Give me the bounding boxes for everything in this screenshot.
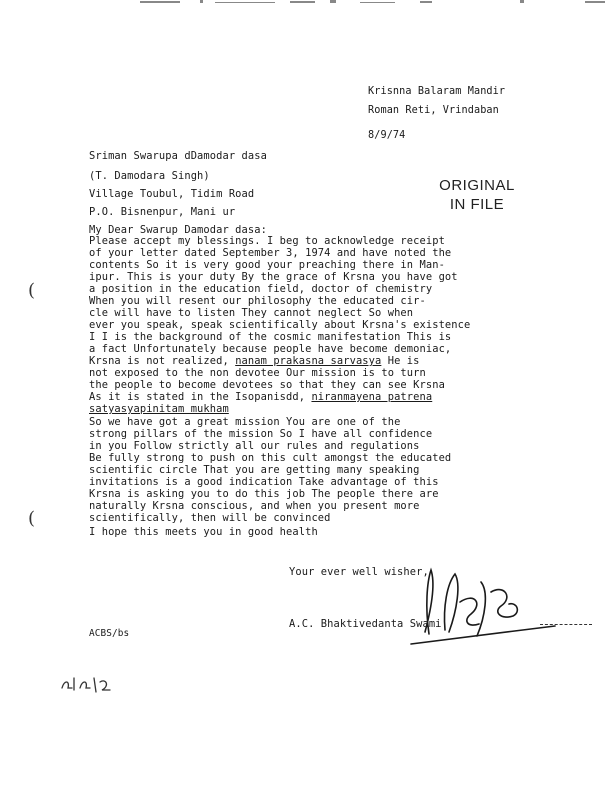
recipient-address: Village Toubul, Tidim Road [89,188,255,200]
body-line: cle will have to listen They cannot neglect So when [89,307,414,319]
body-line: ever you speak, speak scientifically about Krsna's existence [89,319,471,331]
body-line: So we have got a great mission You are one of the [89,416,401,428]
margin-bracket-mark: ( [28,508,36,529]
body-line: Please accept my blessings. I beg to acknowledge receipt [89,235,445,247]
handwritten-signature [405,562,565,652]
body-line: strong pillars of the mission So I have all confidence [89,428,433,440]
body-line: not exposed to the non devotee Our mission is to turn [89,367,426,379]
body-line: scientifically, then will be convinced [89,512,331,524]
scan-top-edge-noise [0,0,608,8]
salutation: My Dear Swarup Damodar dasa: [89,224,267,236]
recipient-name: Sriman Swarupa dDamodar dasa [89,150,267,162]
dashed-signature-rule [540,624,592,625]
sanskrit-quote: satyasyapinitam mukham [89,403,229,415]
body-line: invitations is a good indication Take advantage of this [89,476,439,488]
handwritten-margin-note [58,672,118,696]
original-in-file-stamp [422,176,532,214]
body-line-verse [89,355,420,367]
body-line: I I is the background of the cosmic manifestation This is [89,331,452,343]
stamp-line2: IN FILE [449,196,505,213]
sanskrit-quote: niranmayena patrena [311,391,433,403]
stamp-line1: ORIGINAL [439,177,515,194]
body-line: naturally Krsna conscious, and when you present more [89,500,420,512]
recipient-alias: (T. Damodara Singh) [89,170,210,182]
closing-line: I hope this meets you in good health [89,526,318,538]
signoff: Your ever well wisher, [289,566,429,578]
body-line: a position in the education field, doctor of chemistry [89,283,433,295]
body-line: ipur. This is your duty By the grace of Krsna you have got [89,271,458,283]
body-text: He is [381,355,420,367]
body-text: Krsna is not realized, [89,355,236,367]
sender-address-line2: Roman Reti, Vrindaban [368,105,499,116]
signature-name: A.C. Bhaktivedanta Swami [289,618,442,630]
body-text: As it is stated in the Isopanisdd, [89,391,312,403]
body-line: the people to become devotees so that they can see Krsna [89,379,445,391]
sanskrit-quote: nanam prakasna sarvasya [235,355,382,367]
body-line: scientific circle That you are getting many speaking [89,464,420,476]
body-line: in you Follow strictly all our rules and regulations [89,440,420,452]
body-line: contents So it is very good your preaching there in Man- [89,259,445,271]
sender-address-line1: Krisnna Balaram Mandir [368,86,506,97]
letter-date: 8/9/74 [368,130,406,141]
body-line-verse [89,391,432,403]
body-line: Be fully strong to push on this cult amongst the educated [89,452,452,464]
body-line: of your letter dated September 3, 1974 and have noted the [89,247,452,259]
body-line: When you will resent our philosophy the educated cir- [89,295,426,307]
recipient-post-office: P.O. Bisnenpur, Mani ur [89,206,236,218]
body-line: Krsna is asking you to do this job The people there are [89,488,439,500]
margin-bracket-mark: ( [28,280,36,301]
body-line: a fact Unfortunately because people have become demoniac, [89,343,452,355]
reference-initials: ACBS/bs [89,628,130,639]
